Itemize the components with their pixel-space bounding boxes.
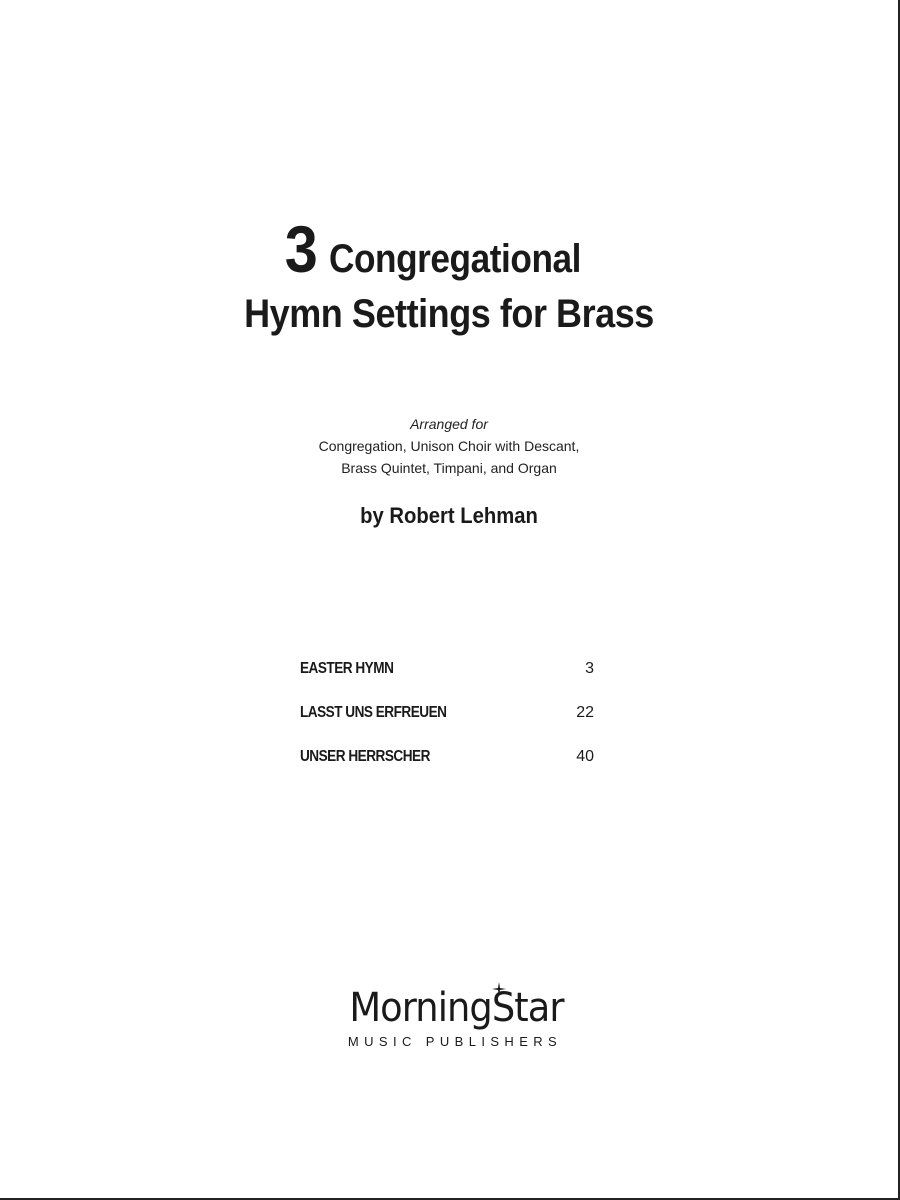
title-line-1 [0,212,898,292]
arrangement-line-1: Congregation, Unison Choir with Descant, [318,438,580,454]
hymn-page-number: 40 [576,748,594,765]
title-line-2: Hymn Settings for Brass [244,292,654,336]
title-word-congregational: Congregational [328,237,581,281]
contents-row [300,704,594,748]
arranged-for-label: Arranged for [410,416,488,432]
title-block [0,212,898,336]
contents-row [300,748,594,792]
arrangement-block [0,413,898,479]
hymn-title: LASST UNS ERFREUEN [300,704,447,721]
publisher-logo [340,985,570,1049]
title-number: 3 [284,212,318,286]
hymn-page-number: 3 [585,660,594,677]
contents-list [300,660,594,792]
hymn-title: UNSER HERRSCHER [300,748,430,765]
hymn-page-number: 22 [576,704,594,721]
publisher-subtitle: MUSIC PUBLISHERS [347,1034,563,1049]
arrangement-line-2: Brass Quintet, Timpani, and Organ [341,460,557,476]
publisher-logo-wordmark: MorningStar [349,985,564,1031]
hymn-title: EASTER HYMN [300,660,394,677]
contents-row [300,660,594,704]
composer-byline: by Robert Lehman [360,503,538,528]
